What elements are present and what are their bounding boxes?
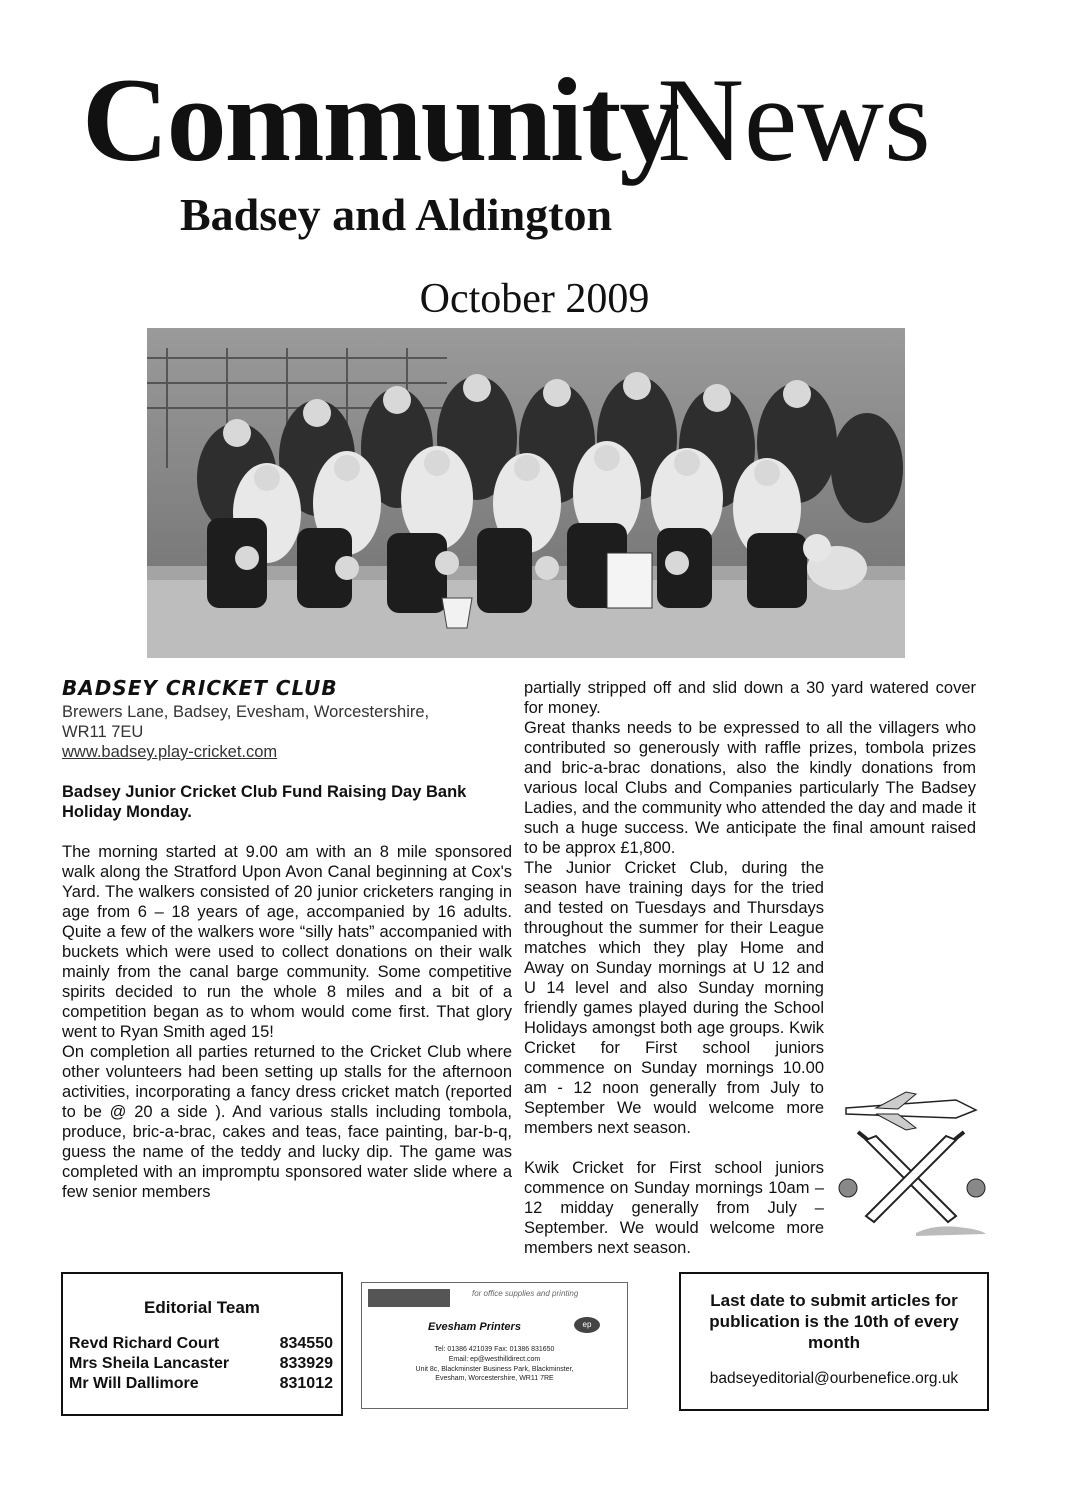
newsletter-subtitle: Badsey and Aldington <box>180 189 613 240</box>
club-name: BADSEY CRICKET CLUB <box>62 676 338 700</box>
issue-date: October 2009 <box>419 276 650 322</box>
editorial-member-name: Mrs Sheila Lancaster <box>69 1355 230 1372</box>
club-address-line-2: WR11 7EU <box>62 723 144 741</box>
article-paragraph: On completion all parties returned to the Cricket Club where other volunteers had been setting up stalls for the afternoon activities, incorporating a fancy dress cricket match (reported to be @ 20 a side ). And various stalls including tombola, produce, bric-a-brac, cakes and teas, face painting, bar-b-q, guess the name of the teddy and lucky dip. The game was completed with an impromptu sponsored water slide where a few senior members <box>62 1043 512 1201</box>
article-headline: Badsey Junior Cricket Club Fund Raising Day Bank Holiday Monday. <box>62 783 467 821</box>
editorial-title: Editorial Team <box>144 1298 260 1317</box>
title-news: News <box>657 53 931 186</box>
deadline-box <box>679 1272 989 1411</box>
article-paragraph: The morning started at 9.00 am with an 8 mile sponsored walk along the Stratford Upon Avon Canal beginning at Cox's Yard. The walkers consisted of 20 junior cricketers ranging in age from 6 – 18 years of age, accompanied by 16 adults. Quite a few of the walkers wore “silly hats” accompanied with buckets which were used to collect donations on their walk mainly from the canal barge community. Some competitive spirits decided to run the whole 8 miles and a bit of a competition began as to whom would come first. That glory went to Ryan Smith aged 15! <box>62 843 512 1041</box>
deadline-notice: Last date to submit articles for publication is the 10th of every month <box>709 1291 959 1352</box>
article-paragraph: partially stripped off and slid down a 30 yard watered cover for money. <box>524 679 976 717</box>
advert-address-line: Unit 8c, Blackminster Business Park, Blackminster, <box>415 1366 574 1373</box>
advert-address-line: Evesham, Worcestershire, WR11 7RE <box>435 1375 554 1382</box>
article-closing-paragraph: Kwik Cricket for First school juniors commence on Sunday mornings 10am – 12 midday generally from July – September. We would welcome more members next season. <box>524 1159 824 1257</box>
article-left-column <box>62 678 512 1202</box>
spacer <box>62 822 512 842</box>
editorial-member-phone: 834550 <box>279 1335 333 1352</box>
editorial-member-phone: 833929 <box>279 1355 333 1372</box>
newsletter-title <box>82 53 931 186</box>
editorial-email[interactable]: badseyeditorial@ourbenefice.org.uk <box>709 1370 959 1387</box>
title-community: Community <box>82 53 678 186</box>
article-paragraph: The Junior Cricket Club, during the season have training days for the tried and tested on Tuesdays and Thursdays throughout the summer for their League matches which they play Home and Away on Sunday mornings at U 12 and U 14 level and also Sunday morning friendly games played during the School Holidays amongst both age groups. Kwik Cricket for First school juniors commence on Sunday mornings 10.00 am - 12 noon generally from July to September We would welcome more members next season. <box>524 859 824 1137</box>
group-photo-image <box>147 328 905 658</box>
advert-logo-icon: ep <box>574 1317 600 1333</box>
advert-banner <box>368 1289 450 1307</box>
article-paragraph: Great thanks needs to be expressed to all the villagers who contributed so generously with raffle prizes, tombola prizes and bric-a-brac donations, also the kindly donations from various local Clubs and Companies particularly The Badsey Ladies, and the community who attended the day and made it such a huge success. We anticipate the final amount raised to be approx £1,800. <box>524 719 976 857</box>
masthead <box>0 40 1069 240</box>
advert-business-name: Evesham Printers <box>428 1321 521 1333</box>
cricket-bats-clipart <box>836 1088 986 1238</box>
advert-tagline: for office supplies and printing <box>472 1289 579 1298</box>
cricket-bats-icon <box>836 1088 986 1238</box>
editorial-member-name: Mr Will Dallimore <box>69 1375 199 1392</box>
group-photo <box>147 328 905 658</box>
printer-advert <box>361 1282 628 1409</box>
club-website-link[interactable]: www.badsey.play-cricket.com <box>62 743 278 761</box>
advert-email-line: Email: ep@westhilldirect.com <box>448 1356 541 1363</box>
editorial-member-phone: 831012 <box>279 1375 333 1392</box>
editorial-member-name: Revd Richard Court <box>69 1335 220 1352</box>
club-address-line-1: Brewers Lane, Badsey, Evesham, Worcestershire, <box>62 703 430 721</box>
editorial-team-box <box>61 1272 343 1416</box>
advert-phone-line: Tel: 01386 421039 Fax: 01386 831650 <box>434 1346 555 1353</box>
